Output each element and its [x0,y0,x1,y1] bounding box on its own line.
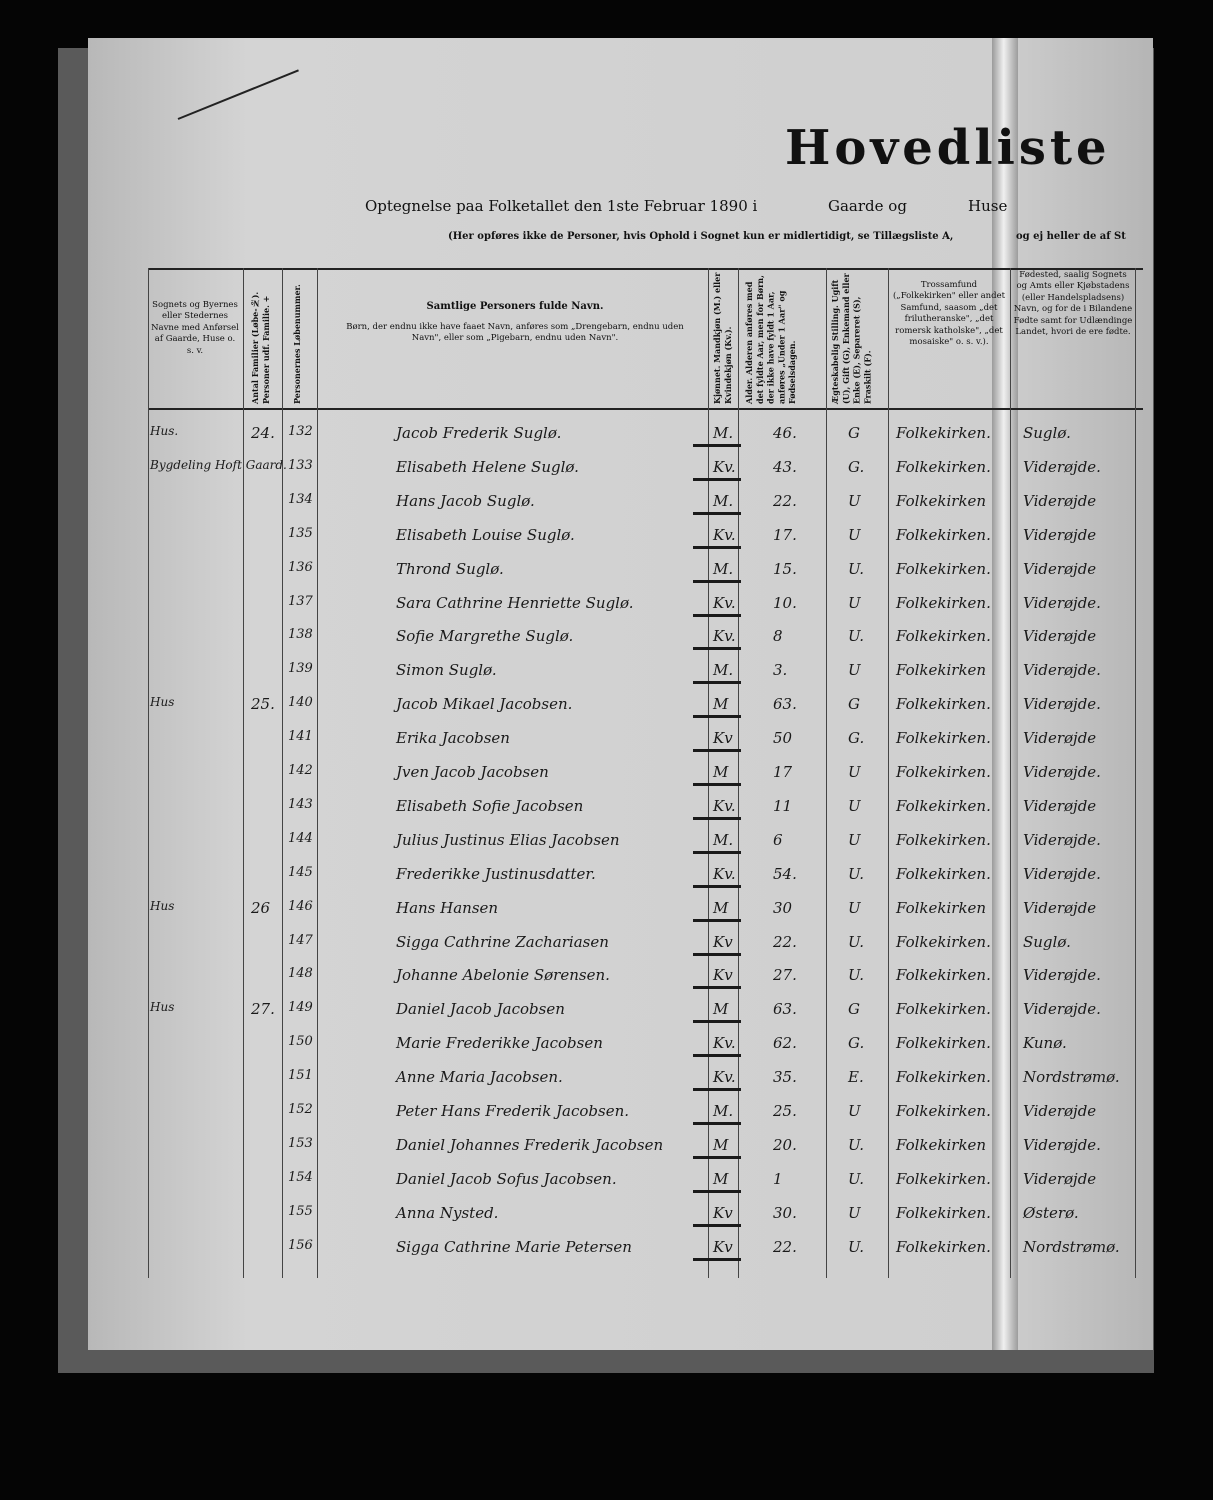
row-full-name: Daniel Jacob Jacobsen [396,1000,565,1019]
row-religion: Folkekirken. [896,593,991,612]
row-religion: Folkekirken. [896,424,991,442]
row-birthplace: Viderøjde. [1023,457,1101,476]
row-age: 6 [773,830,783,849]
page-note-right: og ej heller de af St [1016,231,1126,242]
table-header-top-rule [148,268,1143,270]
row-marital-status: U [848,1203,861,1222]
row-age: 62. [773,1034,797,1053]
underline-mark [693,749,741,752]
row-full-name: Sofie Margrethe Suglø. [396,627,574,646]
row-person-number: 155 [288,1203,313,1219]
row-sex: M. [713,424,734,442]
row-family-number: 27. [251,1000,275,1019]
row-birthplace: Viderøjde [1023,1102,1097,1120]
row-marital-status: U [848,525,861,544]
row-person-number: 154 [288,1169,313,1185]
table-row [148,1198,1143,1231]
page-subtitle-huse: Huse [968,197,1008,215]
row-marital-status: G [848,1000,860,1019]
col-header-age: Alder. Alderen anføres med det fyldte Aar, men for Børn, der ikke have fyldt 1 Aar, anføres „Under 1 Aar" og Fødselsdagen. [744,275,798,404]
row-marital-status: U [848,796,861,815]
row-age: 63. [773,1000,797,1019]
col-header-marital: Ægteskabelig Stilling. Ugift (U), Gift (G), Enkemand eller Enke (E), Separeret (S), Fraskilt (F). [830,273,873,404]
row-family-number: 26 [251,898,271,917]
row-sex: Kv [713,1203,733,1222]
table-row [148,723,1143,756]
row-full-name: Daniel Johannes Frederik Jacobsen [396,1135,664,1154]
row-age: 22. [773,491,797,510]
row-religion: Folkekirken. [896,559,991,578]
row-marital-status: U [848,491,861,510]
table-row [148,452,1143,485]
row-person-number: 138 [288,627,313,643]
row-marital-status: G. [848,1034,865,1053]
underline-mark [693,715,741,718]
row-marital-status: E. [848,1068,864,1087]
row-age: 22. [773,932,797,951]
underline-mark [693,478,741,481]
col-header-families: Antal Familier (Løbe-№). Personer udf. Familie. + [250,291,271,404]
row-marital-status: U. [848,1135,865,1154]
row-person-number: 142 [288,763,313,778]
row-birthplace: Viderøjde [1023,559,1097,578]
underline-mark [693,1258,741,1261]
row-birthplace: Viderøjde. [1023,830,1101,849]
row-place: Hus. [150,424,179,438]
row-family-number: 25. [251,695,275,714]
row-person-number: 150 [288,1034,313,1050]
row-full-name: Julius Justinus Elias Jacobsen [396,830,620,849]
row-birthplace: Suglø. [1023,932,1071,951]
row-age: 22. [773,1237,797,1256]
row-religion: Folkekirken. [896,763,991,781]
underline-mark [693,444,741,447]
row-birthplace: Viderøjde [1023,1169,1097,1188]
table-row [148,927,1143,960]
table-row [148,554,1143,587]
row-sex: M [713,1169,729,1188]
row-person-number: 134 [288,491,313,507]
row-birthplace: Viderøjde. [1023,1000,1101,1019]
row-full-name: Sigga Cathrine Marie Petersen [396,1237,632,1256]
row-sex: Kv. [713,864,736,883]
row-marital-status: U [848,830,861,849]
row-full-name: Daniel Jacob Sofus Jacobsen. [396,1169,617,1188]
row-birthplace: Viderøjde. [1023,966,1101,985]
row-religion: Folkekirken [896,661,987,680]
underline-mark [693,919,741,922]
underline-mark [693,580,741,583]
row-religion: Folkekirken. [896,864,991,883]
row-sex: M [713,898,729,917]
row-sex: Kv. [713,796,736,815]
table-row [148,1232,1143,1265]
row-person-number: 151 [288,1068,313,1084]
row-sex: M. [713,661,734,680]
row-full-name: Jven Jacob Jacobsen [396,763,549,781]
row-religion: Folkekirken. [896,1034,991,1053]
col-header-place: Sognets og Byernes eller Stedernes Navne med Anførsel af Gaarde, Huse o. s. v. [151,300,239,356]
row-full-name: Elisabeth Helene Suglø. [396,457,579,476]
row-age: 46. [773,424,797,442]
row-full-name: Johanne Abelonie Sørensen. [396,966,610,985]
row-person-number: 133 [288,457,313,473]
table-header-bottom-rule [148,408,1143,410]
row-full-name: Hans Jacob Suglø. [396,491,535,510]
row-full-name: Simon Suglø. [396,661,497,680]
row-full-name: Thrond Suglø. [396,559,504,578]
row-marital-status: G [848,695,860,714]
underline-mark [693,1224,741,1227]
row-place: Hus [150,1000,175,1015]
row-marital-status: G. [848,457,865,476]
row-age: 35. [773,1068,797,1087]
row-person-number: 152 [288,1102,313,1117]
underline-mark [693,1054,741,1057]
row-marital-status: U [848,1102,861,1120]
row-religion: Folkekirken. [896,729,991,748]
col-header-name-note: Børn, der endnu ikke have faaet Navn, anføres som „Drengebarn, endnu uden Navn", eller som „Pigebarn, endnu uden Navn". [346,322,684,344]
row-sex: M [713,1135,729,1154]
row-sex: Kv. [713,1034,736,1053]
page-note: (Her opføres ikke de Personer, hvis Ophold i Sognet kun er midlertidigt, se Tillægsliste A, [448,231,954,242]
row-sex: Kv. [713,593,736,612]
underline-mark [693,885,741,888]
row-marital-status: U. [848,559,865,578]
table-row [148,757,1143,790]
row-birthplace: Viderøjde [1023,491,1097,510]
row-place: Hus [150,695,175,710]
row-religion: Folkekirken. [896,1169,991,1188]
row-religion: Folkekirken. [896,1102,991,1120]
row-sex: M [713,695,729,714]
underline-mark [693,783,741,786]
row-religion: Folkekirken [896,1135,987,1154]
underline-mark [693,986,741,989]
table-row [148,825,1143,858]
row-birthplace: Suglø. [1023,424,1071,442]
row-religion: Folkekirken. [896,932,991,951]
row-marital-status: U. [848,932,865,951]
row-person-number: 149 [288,1000,313,1016]
table-row [148,1028,1143,1061]
row-marital-status: U [848,763,861,781]
row-person-number: 146 [288,898,313,914]
page-title: Hovedliste [785,120,1111,176]
row-birthplace: Viderøjde. [1023,763,1101,781]
row-person-number: 143 [288,796,313,812]
row-age: 50 [773,729,793,748]
row-full-name: Sigga Cathrine Zachariasen [396,932,609,951]
row-birthplace: Viderøjde [1023,525,1097,544]
row-religion: Folkekirken. [896,830,991,849]
row-age: 15. [773,559,797,578]
row-full-name: Hans Hansen [396,898,499,917]
row-sex: Kv [713,729,733,748]
row-full-name: Elisabeth Sofie Jacobsen [396,796,584,815]
row-person-number: 136 [288,559,313,575]
row-age: 27. [773,966,797,985]
underline-mark [693,851,741,854]
table-row [148,520,1143,553]
row-religion: Folkekirken. [896,695,991,714]
underline-mark [693,1190,741,1193]
row-full-name: Jacob Frederik Suglø. [396,424,562,442]
row-age: 17. [773,525,797,544]
row-person-number: 148 [288,966,313,982]
row-religion: Folkekirken. [896,1068,991,1087]
row-age: 8 [773,627,783,646]
row-birthplace: Nordstrømø. [1023,1068,1120,1087]
row-person-number: 144 [288,830,313,846]
row-full-name: Peter Hans Frederik Jacobsen. [396,1102,630,1120]
row-age: 54. [773,864,797,883]
row-religion: Folkekirken. [896,1203,991,1222]
row-birthplace: Viderøjde [1023,729,1097,748]
row-person-number: 135 [288,525,313,541]
row-age: 43. [773,457,797,476]
underline-mark [693,1088,741,1091]
row-person-number: 147 [288,932,313,948]
col-header-name-title: Samtlige Personers fulde Navn. [426,301,604,312]
table-row [148,621,1143,654]
row-sex: Kv [713,966,733,985]
row-person-number: 132 [288,424,313,439]
row-full-name: Anne Maria Jacobsen. [396,1068,563,1087]
underline-mark [693,1020,741,1023]
col-header-sex: Kjønnet. Mandkjøn (M.) eller Kvindekjøn (Kv.). [712,272,733,404]
row-place: Hus [150,898,175,913]
row-full-name: Jacob Mikael Jacobsen. [396,695,573,714]
page-subtitle-gaarde: Gaarde og [828,197,907,215]
underline-mark [693,546,741,549]
row-age: 20. [773,1135,797,1154]
row-marital-status: U. [848,1169,865,1188]
row-age: 3. [773,661,788,680]
underline-mark [693,1156,741,1159]
table-row [148,655,1143,688]
row-birthplace: Viderøjde. [1023,1135,1101,1154]
row-sex: M. [713,1102,734,1120]
row-marital-status: U [848,898,861,917]
row-sex: M [713,763,729,781]
row-person-number: 141 [288,729,313,745]
underline-mark [693,647,741,650]
row-birthplace: Viderøjde. [1023,695,1101,714]
table-row [148,418,1143,451]
col-header-religion: Trossamfund („Folkekirken" eller andet Samfund, saasom „det frilutheranske", „det romersk katholske", „det mosaiske" o. s. v.). [892,280,1006,348]
row-person-number: 139 [288,661,313,677]
row-age: 30. [773,1203,797,1222]
row-full-name: Anna Nysted. [396,1203,499,1222]
table-row [148,486,1143,519]
table-row [148,588,1143,621]
row-religion: Folkekirken [896,898,987,917]
row-religion: Folkekirken. [896,796,991,815]
row-age: 17 [773,763,793,781]
row-person-number: 145 [288,864,313,880]
row-religion: Folkekirken. [896,457,991,476]
underline-mark [693,681,741,684]
row-age: 25. [773,1102,797,1120]
row-marital-status: U. [848,1237,865,1256]
row-sex: M [713,1000,729,1019]
table-row [148,791,1143,824]
row-religion: Folkekirken. [896,1237,991,1256]
table-row [148,1096,1143,1129]
row-full-name: Sara Cathrine Henriette Suglø. [396,593,634,612]
row-marital-status: U [848,593,861,612]
row-sex: M. [713,830,734,849]
row-marital-status: G [848,424,860,442]
row-family-number: 24. [251,424,275,442]
row-age: 63. [773,695,797,714]
row-full-name: Elisabeth Louise Suglø. [396,525,575,544]
underline-mark [693,817,741,820]
row-sex: M. [713,559,734,578]
row-sex: Kv. [713,627,736,646]
row-place: Bygdeling Hoft Gaard. [150,457,287,472]
table-row [148,960,1143,993]
row-birthplace: Viderøjde [1023,898,1097,917]
row-person-number: 156 [288,1237,313,1253]
row-marital-status: U. [848,864,865,883]
row-marital-status: U. [848,627,865,646]
row-age: 30 [773,898,793,917]
row-full-name: Frederikke Justinusdatter. [396,864,596,883]
row-religion: Folkekirken. [896,1000,991,1019]
row-birthplace: Viderøjde [1023,796,1097,815]
row-sex: M. [713,491,734,510]
table-row [148,893,1143,926]
row-sex: Kv [713,932,733,951]
underline-mark [693,512,741,515]
row-birthplace: Viderøjde [1023,627,1097,646]
row-birthplace: Nordstrømø. [1023,1237,1120,1256]
row-person-number: 137 [288,593,313,609]
row-birthplace: Kunø. [1023,1034,1067,1053]
table-row [148,1130,1143,1163]
row-birthplace: Østerø. [1023,1203,1079,1222]
row-birthplace: Viderøjde. [1023,661,1101,680]
row-religion: Folkekirken. [896,966,991,985]
underline-mark [693,953,741,956]
underline-mark [693,1122,741,1125]
row-sex: Kv [713,1237,733,1256]
table-row [148,689,1143,722]
row-full-name: Erika Jacobsen [396,729,510,748]
row-person-number: 140 [288,695,313,711]
underline-mark [693,614,741,617]
col-header-birthplace: Fødested, saalig Sognets og Amts eller Kjøbstadens (eller Handelspladsens) Navn, og for de i Bilandene Fødte samt for Udlændinge Landet, hvori de ere fødte. [1013,270,1133,338]
page-subtitle: Optegnelse paa Folketallet den 1ste Februar 1890 i [365,197,758,215]
row-sex: Kv. [713,457,736,476]
row-religion: Folkekirken [896,491,987,510]
table-row [148,1164,1143,1197]
row-age: 1 [773,1169,783,1188]
row-marital-status: U [848,661,861,680]
row-age: 10. [773,593,797,612]
row-sex: Kv. [713,525,736,544]
row-birthplace: Viderøjde. [1023,864,1101,883]
row-full-name: Marie Frederikke Jacobsen [396,1034,603,1053]
row-age: 11 [773,796,793,815]
row-person-number: 153 [288,1135,313,1151]
row-religion: Folkekirken. [896,525,991,544]
row-birthplace: Viderøjde. [1023,593,1101,612]
row-marital-status: G. [848,729,865,748]
col-header-number: Personernes Løbenummer. [292,284,302,404]
row-marital-status: U. [848,966,865,985]
table-row [148,859,1143,892]
row-religion: Folkekirken. [896,627,991,646]
table-row [148,1062,1143,1095]
table-row [148,994,1143,1027]
row-sex: Kv. [713,1068,736,1087]
